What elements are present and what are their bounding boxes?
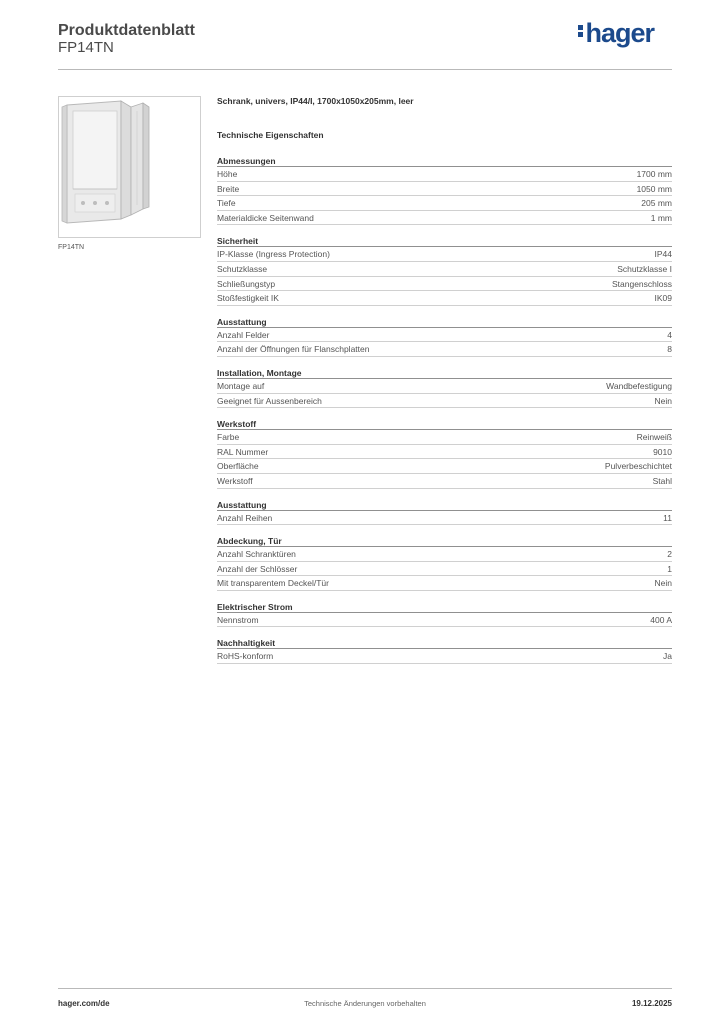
spec-label: Breite <box>217 183 240 194</box>
spec-row <box>217 649 672 664</box>
logo-dots-icon <box>578 23 584 39</box>
spec-value: 1 <box>667 563 672 574</box>
spec-row <box>217 430 672 445</box>
spec-label: Montage auf <box>217 380 265 391</box>
spec-group-title: Abdeckung, Tür <box>217 535 672 547</box>
spec-value: 8 <box>667 344 672 355</box>
spec-row <box>217 182 672 197</box>
spec-row <box>217 613 672 628</box>
spec-group <box>217 535 672 591</box>
spec-row <box>217 459 672 474</box>
image-caption: FP14TN <box>58 244 85 251</box>
logo-text: hager <box>585 18 654 48</box>
page-header <box>58 20 672 70</box>
spec-value: Stahl <box>652 475 672 486</box>
spec-group-title: Elektrischer Strom <box>217 601 672 613</box>
spec-value: Stangenschloss <box>611 278 672 289</box>
spec-row <box>217 474 672 489</box>
spec-row <box>217 247 672 262</box>
spec-row <box>217 379 672 394</box>
spec-group-title: Abmessungen <box>217 155 672 167</box>
spec-value: Nein <box>654 578 672 589</box>
spec-row <box>217 576 672 591</box>
spec-label: Farbe <box>217 432 240 443</box>
spec-group <box>217 155 672 225</box>
spec-label: Schließungstyp <box>217 278 276 289</box>
spec-row <box>217 291 672 306</box>
spec-group-title: Ausstattung <box>217 316 672 328</box>
spec-row <box>217 167 672 182</box>
spec-label: Geeignet für Aussenbereich <box>217 395 322 406</box>
page-footer <box>58 988 672 1012</box>
spec-value: 400 A <box>650 614 672 625</box>
spec-value: 9010 <box>653 446 672 457</box>
spec-label: Nennstrom <box>217 614 259 625</box>
spec-value: 205 mm <box>641 198 672 209</box>
technical-properties-heading: Technische Eigenschaften <box>217 130 324 140</box>
product-image <box>58 96 201 238</box>
spec-value: 1700 mm <box>636 169 672 179</box>
cabinet-illustration <box>59 97 200 237</box>
spec-label: Mit transparentem Deckel/Tür <box>217 578 329 589</box>
spec-value: Reinweiß <box>636 432 672 443</box>
spec-value: 11 <box>663 512 672 523</box>
product-description: Schrank, univers, IP44/I, 1700x1050x205mm, leer <box>217 96 414 106</box>
spec-label: Anzahl Schranktüren <box>217 549 296 560</box>
footer-date: 19.12.2025 <box>631 999 672 1008</box>
spec-value: 2 <box>667 549 672 560</box>
spec-label: Anzahl der Öffnungen für Flanschplatten <box>217 344 370 355</box>
spec-value: 1050 mm <box>636 183 672 194</box>
spec-label: Tiefe <box>217 198 236 209</box>
spec-label: IP-Klasse (Ingress Protection) <box>217 249 330 260</box>
spec-row <box>217 342 672 357</box>
spec-group-title: Werkstoff <box>217 418 672 430</box>
spec-row <box>217 511 672 526</box>
spec-value: 1 mm <box>650 212 672 223</box>
spec-label: Stoßfestigkeit IK <box>217 293 279 304</box>
spec-value: 4 <box>667 329 672 340</box>
spec-row <box>217 562 672 577</box>
spec-row <box>217 445 672 460</box>
spec-label: Materialdicke Seitenwand <box>217 212 314 223</box>
footer-website: hager.com/de <box>58 999 110 1008</box>
spec-row <box>217 211 672 226</box>
spec-value: Schutzklasse I <box>617 263 672 274</box>
spec-label: Anzahl Felder <box>217 329 270 340</box>
spec-label: Schutzklasse <box>217 263 268 274</box>
spec-row <box>217 547 672 562</box>
spec-row <box>217 262 672 277</box>
spec-row <box>217 394 672 409</box>
spec-label: Oberfläche <box>217 461 259 472</box>
spec-value: Pulverbeschichtet <box>604 461 672 472</box>
spec-group <box>217 637 672 664</box>
spec-group <box>217 367 672 408</box>
document-title: Produktdatenblatt <box>58 22 195 39</box>
spec-label: RAL Nummer <box>217 446 269 457</box>
product-code: FP14TN <box>58 39 114 56</box>
spec-group <box>217 316 672 357</box>
spec-group-title: Installation, Montage <box>217 367 672 379</box>
spec-group <box>217 499 672 526</box>
spec-label: RoHS-konform <box>217 651 274 662</box>
spec-row <box>217 328 672 343</box>
spec-table <box>217 155 672 674</box>
spec-value: IK09 <box>654 293 672 304</box>
spec-label: Anzahl der Schlösser <box>217 563 298 574</box>
spec-row <box>217 196 672 211</box>
spec-group-title: Ausstattung <box>217 499 672 511</box>
spec-label: Anzahl Reihen <box>217 512 273 523</box>
spec-group-title: Nachhaltigkeit <box>217 637 672 649</box>
hager-logo <box>578 18 654 49</box>
spec-value: IP44 <box>654 249 672 260</box>
spec-value: Ja <box>663 651 672 662</box>
spec-row <box>217 277 672 292</box>
spec-group <box>217 418 672 488</box>
spec-label: Höhe <box>217 169 238 179</box>
spec-value: Wandbefestigung <box>606 380 672 391</box>
footer-notice: Technische Änderungen vorbehalten <box>304 999 426 1008</box>
spec-group-title: Sicherheit <box>217 235 672 247</box>
spec-group <box>217 601 672 628</box>
spec-value: Nein <box>654 395 672 406</box>
spec-label: Werkstoff <box>217 475 253 486</box>
spec-group <box>217 235 672 305</box>
